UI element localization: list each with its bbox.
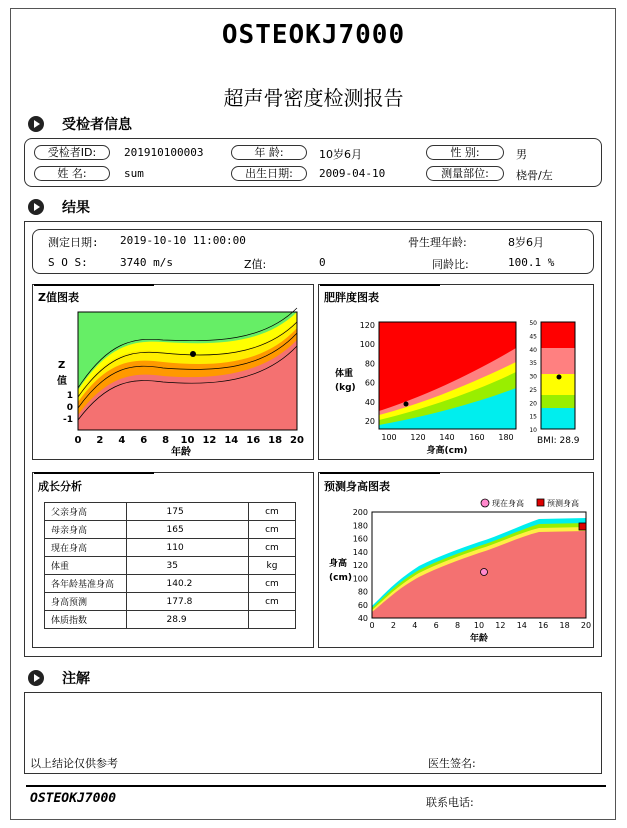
peer-ratio-label: 同龄比: bbox=[432, 258, 469, 271]
height-xtick-label: 0 bbox=[369, 621, 375, 630]
legend-predicted-label: 预测身高 bbox=[547, 499, 579, 508]
bmi-xtick-label: 100 bbox=[381, 433, 397, 442]
height-xtick-label: 6 bbox=[433, 621, 439, 630]
height-ytick-label: 120 bbox=[352, 561, 368, 570]
section-arrow-icon bbox=[28, 116, 44, 132]
bmi-ytick-label: 100 bbox=[359, 340, 375, 350]
growth-row-label: 各年龄基准身高 bbox=[45, 575, 127, 593]
height-xtick-label: 14 bbox=[516, 621, 527, 630]
z-yticks bbox=[63, 391, 73, 425]
bmi-ytick-label: 80 bbox=[364, 359, 375, 369]
z-xtick-label: 4 bbox=[118, 435, 126, 446]
bmi-xtick-label: 120 bbox=[410, 433, 426, 442]
height-ytick-label: 40 bbox=[357, 614, 368, 623]
growth-row-label: 身高预测 bbox=[45, 593, 127, 611]
patient-section-title: 受检者信息 bbox=[62, 117, 132, 133]
footer-phone-label: 联系电话: bbox=[426, 796, 474, 809]
z-xtick-label: 8 bbox=[162, 435, 170, 446]
height-xtick-label: 20 bbox=[580, 621, 592, 630]
growth-row-unit bbox=[248, 611, 295, 629]
z-ylabel-value: 值 bbox=[57, 376, 67, 387]
growth-row-value: 177.8 bbox=[126, 593, 248, 611]
height-chart-title-bar bbox=[320, 472, 440, 474]
bmi-chart-title-bar bbox=[320, 284, 440, 286]
bmi-ytick-label: 120 bbox=[359, 321, 375, 330]
z-chart-title: Z值图表 bbox=[38, 291, 79, 304]
patient-id-value: 201910100003 bbox=[124, 146, 204, 159]
height-ytick-label: 200 bbox=[352, 508, 368, 517]
patient-age-label: 年 龄: bbox=[231, 145, 307, 160]
bmi-yticks bbox=[360, 321, 375, 426]
growth-title: 成长分析 bbox=[38, 480, 82, 493]
bmi-xlabel: 身高(cm) bbox=[426, 446, 468, 456]
height-xtick-label: 2 bbox=[390, 621, 396, 630]
z-xtick-label: 2 bbox=[96, 435, 104, 446]
bmi-chart-svg bbox=[319, 300, 593, 458]
height-xtick-label: 10 bbox=[473, 621, 485, 630]
growth-row-label: 母亲身高 bbox=[45, 521, 127, 539]
height-ylabel-1: 身高 bbox=[329, 559, 348, 569]
z-xtick-label: 12 bbox=[202, 435, 217, 446]
growth-row-label: 父亲身高 bbox=[45, 503, 127, 521]
section-arrow-icon bbox=[28, 670, 44, 686]
bone-age-label: 骨生理年龄: bbox=[408, 236, 467, 249]
growth-row-unit: cm bbox=[248, 593, 295, 611]
legend-current-icon bbox=[481, 499, 489, 507]
footer-rule bbox=[26, 785, 606, 787]
growth-row-unit: cm bbox=[248, 521, 295, 539]
growth-row-unit: cm bbox=[248, 575, 295, 593]
growth-table bbox=[44, 502, 296, 629]
height-xtick-label: 8 bbox=[455, 621, 461, 630]
growth-row-value: 110 bbox=[126, 539, 248, 557]
patient-site-label: 测量部位: bbox=[426, 166, 504, 181]
patient-sex-label: 性 别: bbox=[426, 145, 504, 160]
height-ylabel-2: (cm) bbox=[329, 573, 352, 583]
growth-row bbox=[45, 539, 296, 557]
growth-row-value: 140.2 bbox=[126, 575, 248, 593]
height-ytick-label: 140 bbox=[352, 547, 368, 557]
bmi-ytick-label: 40 bbox=[364, 397, 375, 407]
doctor-signature-label: 医生签名: bbox=[428, 757, 476, 770]
z-value-label: Z值: bbox=[244, 258, 267, 271]
z-xtick-label: 16 bbox=[246, 435, 261, 446]
growth-row-value: 165 bbox=[126, 521, 248, 539]
height-yticks bbox=[353, 508, 368, 623]
bmi-xtick-label: 180 bbox=[498, 433, 514, 442]
patient-birth-label: 出生日期: bbox=[231, 166, 307, 181]
sos-label: S O S: bbox=[48, 256, 88, 269]
bmi-value-text: BMI: 28.9 bbox=[537, 436, 580, 446]
z-xtick-label: 18 bbox=[268, 435, 283, 446]
growth-row-value: 28.9 bbox=[126, 611, 248, 629]
measure-date-value: 2019-10-10 11:00:00 bbox=[120, 234, 246, 247]
z-ylabel-z: Z bbox=[58, 360, 66, 371]
bmi-ytick-label: 20 bbox=[364, 417, 375, 426]
z-xtick-label: 14 bbox=[224, 435, 239, 446]
result-section-title: 结果 bbox=[62, 200, 90, 216]
patient-name-value: sum bbox=[124, 167, 144, 180]
growth-row-unit: cm bbox=[248, 503, 295, 521]
notes-section-title: 注解 bbox=[62, 671, 90, 687]
z-patient-point bbox=[190, 351, 196, 357]
bmi-bar-tick-label: 25 bbox=[529, 386, 537, 394]
bmi-ylabel-1: 体重 bbox=[335, 369, 354, 379]
height-xlabel: 年龄 bbox=[469, 634, 489, 644]
z-xtick-label: 10 bbox=[180, 435, 195, 446]
growth-row-value: 35 bbox=[126, 557, 248, 575]
z-xtick-label: 20 bbox=[290, 435, 304, 446]
bmi-bar-red bbox=[541, 322, 575, 348]
footer-brand: OSTEOKJ7000 bbox=[30, 791, 117, 806]
height-xticks bbox=[369, 621, 591, 630]
growth-row bbox=[45, 593, 296, 611]
growth-title-bar bbox=[34, 472, 154, 474]
growth-row-unit: cm bbox=[248, 539, 295, 557]
height-ytick-label: 180 bbox=[352, 521, 368, 531]
growth-row bbox=[45, 521, 296, 539]
disclaimer-text: 以上结论仅供参考 bbox=[30, 757, 118, 770]
brand-title: OSTEOKJ7000 bbox=[221, 20, 406, 50]
bmi-bar-tick-label: 40 bbox=[529, 346, 537, 354]
bmi-bar-pink bbox=[541, 348, 575, 374]
bmi-bar-cyan bbox=[541, 408, 575, 429]
z-xticks bbox=[75, 435, 304, 446]
bmi-bar-tick-label: 50 bbox=[529, 320, 537, 327]
legend-predicted-icon bbox=[537, 499, 544, 506]
patient-birth-value: 2009-04-10 bbox=[319, 167, 386, 180]
patient-name-label: 姓 名: bbox=[34, 166, 110, 181]
bmi-chart-title: 肥胖度图表 bbox=[324, 291, 379, 304]
z-chart-title-bar bbox=[34, 284, 154, 286]
bmi-xticks bbox=[381, 433, 513, 442]
growth-row bbox=[45, 575, 296, 593]
bmi-ytick-label: 60 bbox=[364, 378, 375, 388]
result-section-heading bbox=[28, 197, 90, 217]
z-value: 0 bbox=[319, 256, 326, 269]
bmi-bar-tick-label: 20 bbox=[529, 400, 537, 408]
z-chart-svg bbox=[33, 300, 313, 458]
bone-age-value: 8岁6月 bbox=[508, 236, 544, 249]
growth-row-label: 体质指数 bbox=[45, 611, 127, 629]
bmi-ylabel-2: (kg) bbox=[335, 383, 356, 393]
bmi-bar-tick-label: 30 bbox=[529, 373, 537, 381]
bmi-bar-green bbox=[541, 395, 575, 408]
report-title: 超声骨密度检测报告 bbox=[223, 86, 404, 110]
patient-sex-value: 男 bbox=[516, 148, 527, 161]
measure-date-label: 测定日期: bbox=[48, 236, 99, 249]
growth-row bbox=[45, 557, 296, 575]
growth-row bbox=[45, 503, 296, 521]
patient-id-label: 受检者ID: bbox=[34, 145, 110, 160]
growth-row-unit: kg bbox=[248, 557, 295, 575]
peer-ratio-value: 100.1 % bbox=[508, 256, 555, 269]
z-xtick-label: 0 bbox=[74, 435, 82, 446]
height-ytick-label: 60 bbox=[357, 600, 368, 610]
height-xtick-label: 16 bbox=[538, 621, 549, 630]
growth-row bbox=[45, 611, 296, 629]
z-ytick-label: -1 bbox=[63, 415, 73, 425]
notes-section-heading bbox=[28, 668, 90, 688]
legend-current-label: 现在身高 bbox=[492, 499, 524, 508]
sos-value: 3740 m/s bbox=[120, 256, 173, 269]
bmi-bar-tick-label: 35 bbox=[529, 360, 537, 368]
z-chart-bands bbox=[78, 308, 297, 430]
height-chart-svg bbox=[319, 494, 593, 648]
height-chart-title: 预测身高图表 bbox=[324, 480, 390, 493]
bmi-xtick-label: 140 bbox=[439, 433, 455, 442]
bmi-bar-tick-label: 15 bbox=[529, 413, 537, 421]
height-predicted-point bbox=[579, 523, 586, 530]
height-current-point bbox=[481, 569, 488, 576]
section-arrow-icon bbox=[28, 199, 44, 215]
patient-age-value: 10岁6月 bbox=[319, 148, 362, 161]
z-xlabel: 年龄 bbox=[171, 447, 191, 458]
height-xtick-label: 18 bbox=[559, 621, 570, 630]
bmi-bar-tick-label: 45 bbox=[529, 333, 537, 341]
patient-section-heading bbox=[28, 114, 132, 134]
z-ytick-label: 0 bbox=[66, 403, 73, 413]
height-ytick-label: 80 bbox=[357, 587, 368, 597]
bmi-patient-point bbox=[404, 402, 409, 407]
growth-row-label: 体重 bbox=[45, 557, 127, 575]
height-xtick-label: 4 bbox=[412, 621, 418, 630]
bmi-bar-tick-label: 10 bbox=[529, 427, 537, 434]
z-xtick-label: 6 bbox=[140, 435, 148, 446]
patient-site-value: 桡骨/左 bbox=[516, 169, 553, 182]
bmi-xtick-label: 160 bbox=[469, 433, 485, 442]
growth-row-value: 175 bbox=[126, 503, 248, 521]
growth-row-label: 现在身高 bbox=[45, 539, 127, 557]
z-ytick-label: 1 bbox=[66, 391, 73, 401]
height-xtick-label: 12 bbox=[495, 621, 506, 630]
bmi-bar-ticks bbox=[529, 320, 537, 434]
bmi-bar-point bbox=[557, 375, 562, 380]
height-ytick-label: 100 bbox=[352, 574, 368, 584]
height-ytick-label: 160 bbox=[352, 534, 368, 544]
